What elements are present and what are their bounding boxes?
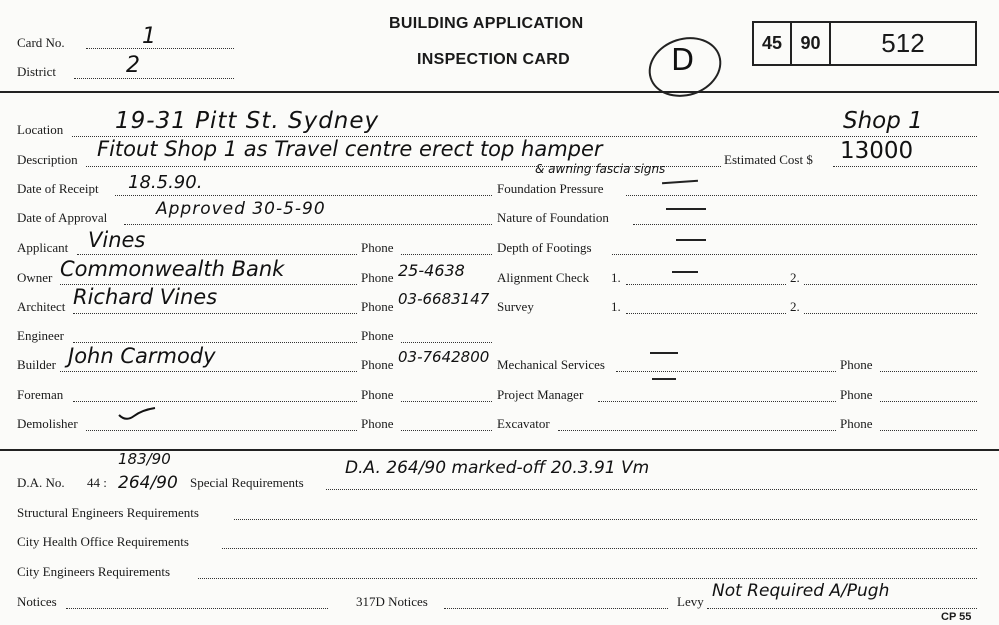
alignment-dash <box>672 271 698 273</box>
location-label: Location <box>17 122 64 137</box>
card-no-value[interactable]: 1 <box>142 24 156 49</box>
special-label: Special Requirements <box>190 475 304 490</box>
nature-foundation-label: Nature of Foundation <box>497 210 609 225</box>
foundation-pressure-dash <box>662 180 698 185</box>
applicant-line <box>77 254 357 255</box>
card-no-label: Card No. <box>17 35 65 50</box>
excavator-line <box>558 430 836 431</box>
foreman-line <box>73 401 357 402</box>
nature-foundation-line <box>633 224 977 225</box>
applicant-phone-line <box>401 254 492 255</box>
alignment-label: Alignment Check <box>497 270 590 285</box>
notices-317d-line <box>444 608 668 609</box>
foreman-phone-label: Phone <box>361 387 394 402</box>
city-engineers-label: City Engineers Requirements <box>17 564 171 579</box>
estimated-cost-line <box>833 166 977 167</box>
description-label: Description <box>17 152 78 167</box>
engineer-phone-line <box>401 342 492 343</box>
levy-label: Levy <box>677 594 704 609</box>
health-line <box>222 548 977 549</box>
project-manager-phone-label: Phone <box>840 387 873 402</box>
structural-label: Structural Engineers Requirements <box>17 505 199 520</box>
title-line1: BUILDING APPLICATION <box>389 15 584 32</box>
card-no-line <box>86 48 234 49</box>
builder-label: Builder <box>17 357 56 372</box>
district-value[interactable]: 2 <box>126 53 140 78</box>
city-engineers-line <box>198 578 977 579</box>
approval-line <box>124 224 492 225</box>
mechanical-phone-line <box>880 371 977 372</box>
excavator-label: Excavator <box>497 416 550 431</box>
project-manager-dash <box>652 378 676 380</box>
owner-phone-value[interactable]: 25-4638 <box>398 261 465 280</box>
builder-value[interactable]: John Carmody <box>68 344 216 368</box>
nature-foundation-dash <box>666 208 706 210</box>
depth-footings-line <box>612 254 977 255</box>
foundation-pressure-label: Foundation Pressure <box>497 181 604 196</box>
notices-label: Notices <box>17 594 57 609</box>
mechanical-dash <box>650 352 678 354</box>
depth-footings-label: Depth of Footings <box>497 240 592 255</box>
receipt-label: Date of Receipt <box>17 181 99 196</box>
survey-num1: 1. <box>611 299 621 314</box>
da-value2[interactable]: 264/90 <box>118 473 178 493</box>
owner-phone-label: Phone <box>361 270 394 285</box>
demolisher-tick-icon <box>116 405 158 423</box>
mechanical-phone-label: Phone <box>840 357 873 372</box>
architect-phone-label: Phone <box>361 299 394 314</box>
district-label: District <box>17 64 56 79</box>
alignment-line1 <box>626 284 786 285</box>
description-value2[interactable]: & awning fascia signs <box>535 162 666 176</box>
excavator-phone-line <box>880 430 977 431</box>
description-value[interactable]: Fitout Shop 1 as Travel centre erect top hamper <box>97 137 603 161</box>
district-line <box>74 78 234 79</box>
foreman-phone-line <box>401 401 492 402</box>
box-number: 512 <box>829 21 977 66</box>
project-manager-phone-line <box>880 401 977 402</box>
location-value[interactable]: 19-31 Pitt St. Sydney <box>115 108 380 134</box>
approval-value[interactable]: Approved 30-5-90 <box>156 199 326 219</box>
survey-label: Survey <box>497 299 534 314</box>
box-a: 45 <box>752 21 792 66</box>
engineer-label: Engineer <box>17 328 64 343</box>
notices-line <box>66 608 328 609</box>
health-label: City Health Office Requirements <box>17 534 189 549</box>
survey-line2 <box>804 313 977 314</box>
builder-line <box>60 371 357 372</box>
special-line <box>326 489 977 490</box>
special-value[interactable]: D.A. 264/90 marked-off 20.3.91 Vm <box>345 458 650 478</box>
notices-317d-label: 317D Notices <box>356 594 428 609</box>
header-divider <box>0 91 999 93</box>
applicant-value[interactable]: Vines <box>88 228 146 252</box>
engineer-phone-label: Phone <box>361 328 394 343</box>
mechanical-label: Mechanical Services <box>497 357 605 372</box>
excavator-phone-label: Phone <box>840 416 873 431</box>
alignment-line2 <box>804 284 977 285</box>
architect-label: Architect <box>17 299 66 314</box>
receipt-line <box>115 195 492 196</box>
depth-footings-dash <box>676 239 706 241</box>
estimated-cost-label: Estimated Cost $ <box>724 152 813 167</box>
builder-phone-value[interactable]: 03-7642800 <box>398 348 490 366</box>
owner-value[interactable]: Commonwealth Bank <box>60 257 285 281</box>
box-b: 90 <box>790 21 831 66</box>
alignment-num2: 2. <box>790 270 800 285</box>
mechanical-line <box>616 371 836 372</box>
title-line2: INSPECTION CARD <box>417 51 570 68</box>
applicant-phone-label: Phone <box>361 240 394 255</box>
approval-label: Date of Approval <box>17 210 108 225</box>
owner-label: Owner <box>17 270 53 285</box>
circled-mark-letter: D <box>671 43 695 78</box>
form-code: CP 55 <box>941 611 972 623</box>
alignment-num1: 1. <box>611 270 621 285</box>
architect-line <box>73 313 357 314</box>
project-manager-label: Project Manager <box>497 387 584 402</box>
demolisher-phone-line <box>401 430 492 431</box>
foundation-pressure-line <box>626 195 977 196</box>
architect-phone-value[interactable]: 03-6683147 <box>398 290 490 308</box>
shop-value[interactable]: Shop 1 <box>843 108 923 134</box>
project-manager-line <box>598 401 836 402</box>
survey-num2: 2. <box>790 299 800 314</box>
builder-phone-label: Phone <box>361 357 394 372</box>
levy-value[interactable]: Not Required A/Pugh <box>712 581 890 601</box>
demolisher-phone-label: Phone <box>361 416 394 431</box>
estimated-cost-value[interactable]: 13000 <box>840 138 914 164</box>
foreman-label: Foreman <box>17 387 64 402</box>
survey-line1 <box>626 313 786 314</box>
receipt-value[interactable]: 18.5.90. <box>128 172 203 193</box>
levy-line <box>707 608 977 609</box>
demolisher-line <box>86 430 357 431</box>
da-value1[interactable]: 183/90 <box>118 450 171 468</box>
structural-line <box>234 519 977 520</box>
da-prefix: 44 : <box>87 475 107 490</box>
architect-value[interactable]: Richard Vines <box>73 285 218 309</box>
applicant-label: Applicant <box>17 240 69 255</box>
da-label: D.A. No. <box>17 475 65 490</box>
demolisher-label: Demolisher <box>17 416 78 431</box>
engineer-line <box>73 342 357 343</box>
